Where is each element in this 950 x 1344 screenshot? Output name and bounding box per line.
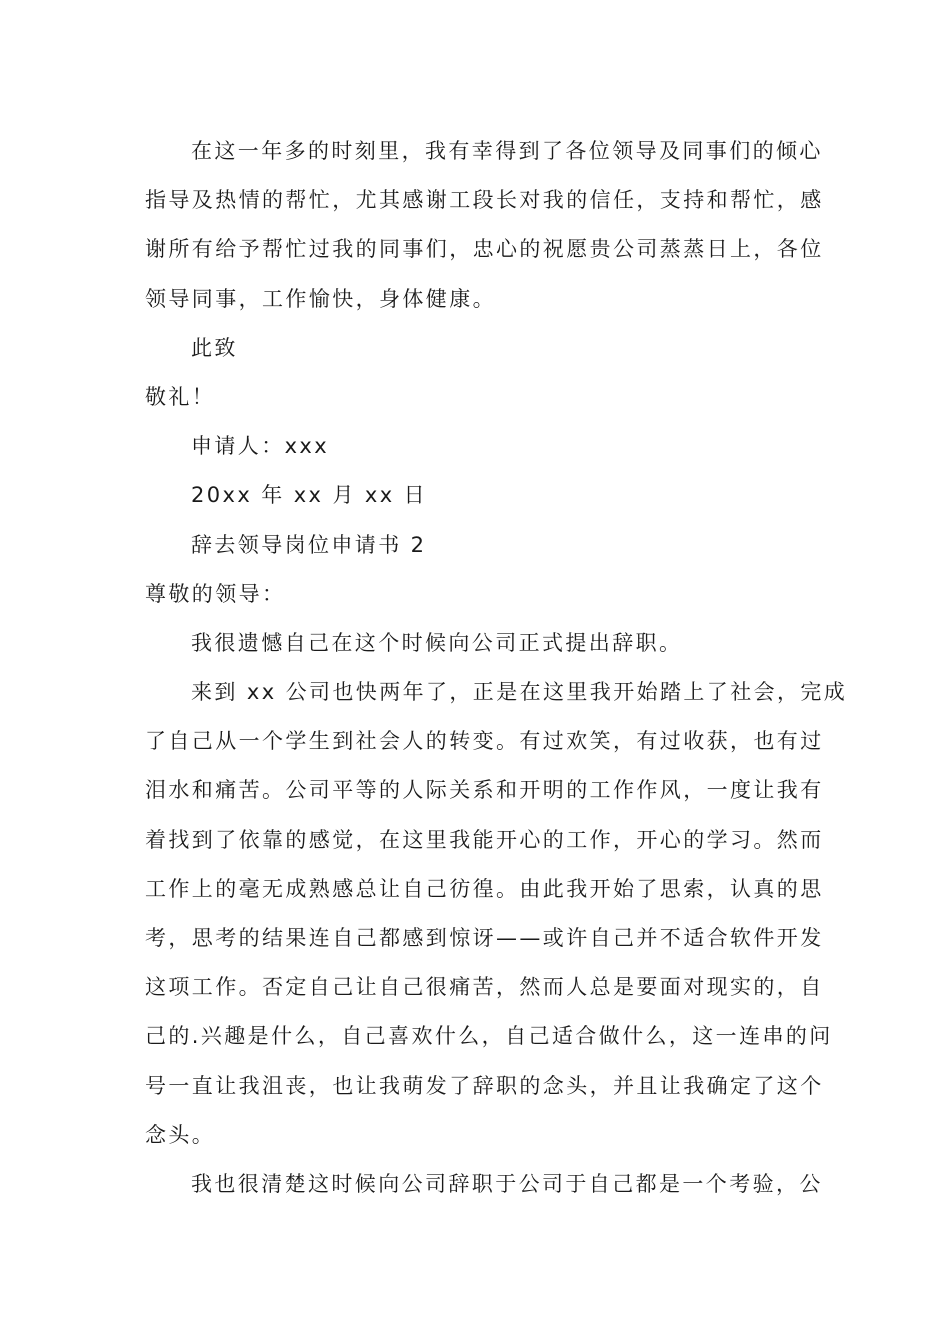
paragraph-line: 在这一年多的时刻里，我有幸得到了各位领导及同事们的倾心 (191, 139, 823, 163)
paragraph-line: 这项工作。否定自己让自己很痛苦，然而人总是要面对现实的，自 (145, 975, 824, 1000)
document-page (145, 127, 848, 1209)
date-text: 20xx 年 xx 月 xx 日 (191, 483, 428, 508)
greeting-text: 尊敬的领导： (145, 581, 286, 606)
paragraph-line: 领导同事，工作愉快，身体健康。 (145, 286, 496, 311)
section-title: 辞去领导岗位申请书 2 (191, 532, 427, 557)
paragraph-line: 我很遗憾自己在这个时候向公司正式提出辞职。 (191, 630, 683, 655)
paragraph-line: 指导及热情的帮忙，尤其感谢工段长对我的信任，支持和帮忙，感 (145, 188, 824, 213)
paragraph-line: 来到 xx 公司也快两年了，正是在这里我开始踏上了社会，完成 (191, 680, 848, 705)
paragraph-line: 念头。 (145, 1122, 216, 1147)
applicant-signature: 申请人：xxx (191, 434, 330, 459)
paragraph-line: 着找到了依靠的感觉，在这里我能开心的工作，开心的学习。然而 (145, 827, 824, 852)
salute-text: 敬礼！ (145, 384, 216, 409)
closing-text: 此致 (191, 335, 238, 360)
paragraph-line: 谢所有给予帮忙过我的同事们，忠心的祝愿贵公司蒸蒸日上，各位 (145, 237, 824, 262)
paragraph-line: 号一直让我沮丧，也让我萌发了辞职的念头，并且让我确定了这个 (145, 1073, 824, 1098)
paragraph-line: 己的.兴趣是什么，自己喜欢什么，自己适合做什么，这一连串的问 (145, 1024, 833, 1049)
paragraph-line: 我也很清楚这时候向公司辞职于公司于自己都是一个考验，公 (191, 1171, 823, 1196)
paragraph-line: 考，思考的结果连自己都感到惊讶——或许自己并不适合软件开发 (145, 926, 824, 950)
paragraph-line: 了自己从一个学生到社会人的转变。有过欢笑，有过收获，也有过 (145, 729, 824, 754)
paragraph-line: 泪水和痛苦。公司平等的人际关系和开明的工作作风，一度让我有 (145, 778, 824, 803)
paragraph-line: 工作上的毫无成熟感总让自己彷徨。由此我开始了思索，认真的思 (145, 876, 824, 901)
